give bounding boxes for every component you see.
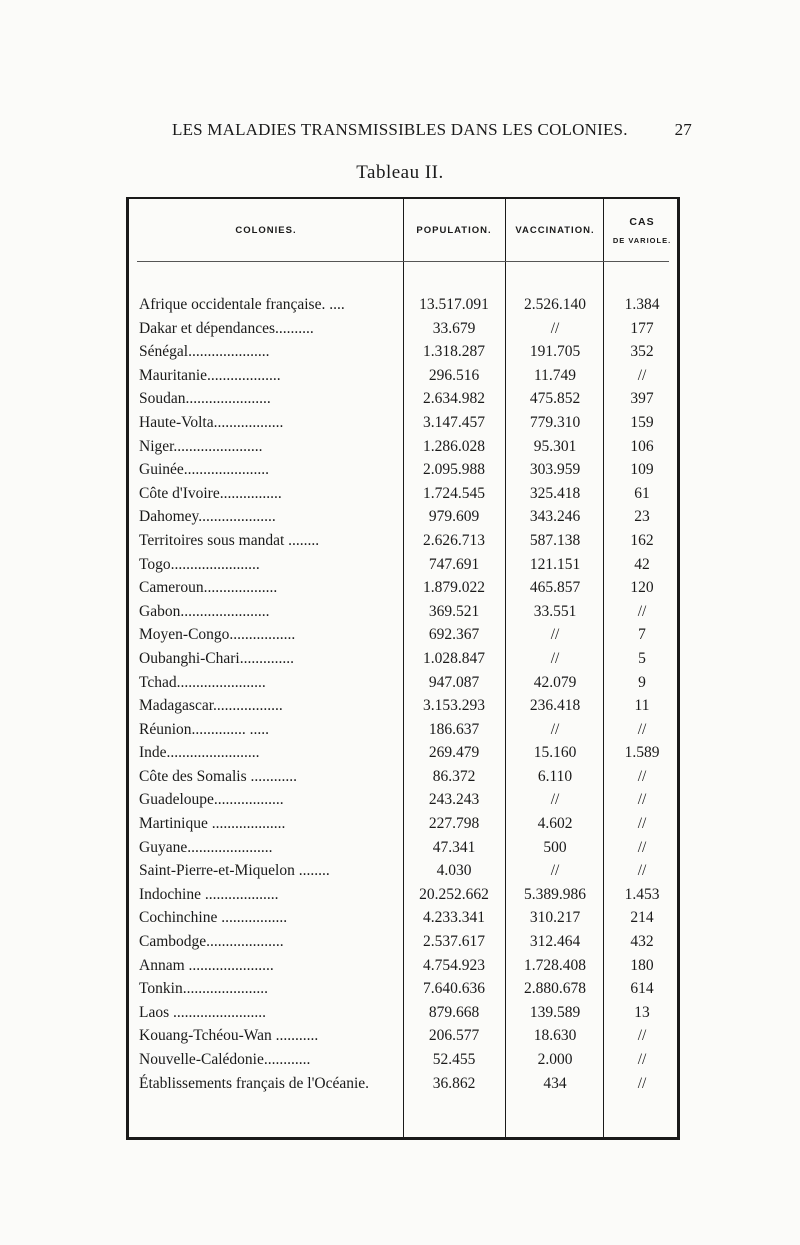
population-value: 296.516 <box>428 366 480 384</box>
vaccination-value: 303.959 <box>529 461 581 479</box>
variole-cases-value: // <box>637 1027 647 1045</box>
header-rule <box>137 261 669 262</box>
population-value: 747.691 <box>428 555 480 573</box>
population-value: 1.879.022 <box>423 579 485 597</box>
variole-cases-value: 5 <box>638 649 646 667</box>
vaccination-value: 500 <box>543 838 567 856</box>
variole-cases-value: // <box>637 602 647 620</box>
variole-cases-value: 614 <box>630 980 654 998</box>
vaccination-value: // <box>550 649 560 667</box>
vaccination-value: 312.464 <box>529 933 581 951</box>
table-row <box>129 1001 677 1025</box>
population-value: 36.862 <box>432 1074 476 1092</box>
table-row <box>129 340 677 364</box>
table-row <box>129 600 677 624</box>
variole-cases-value: 7 <box>638 626 646 644</box>
population-value: 1.286.028 <box>423 437 485 455</box>
population-value: 52.455 <box>432 1051 476 1068</box>
table-row <box>129 671 677 695</box>
table-row <box>129 977 677 1001</box>
variole-cases-value: // <box>637 838 647 856</box>
vaccination-value: 5.389.986 <box>524 885 586 903</box>
table-row <box>129 387 677 411</box>
variole-cases-value: 162 <box>630 531 654 549</box>
population-value: 33.679 <box>432 319 476 337</box>
header-population: POPULATION. <box>416 224 492 236</box>
colony-name: Guadeloupe.................. <box>139 791 284 809</box>
population-value: 7.640.636 <box>423 980 485 998</box>
running-title: LES MALADIES TRANSMISSIBLES DANS LES COLONIES. <box>172 120 628 139</box>
population-value: 4.754.923 <box>423 956 485 974</box>
vaccination-value: 587.138 <box>529 531 581 549</box>
colony-name: Martinique ................... <box>139 815 286 833</box>
colony-name: Moyen-Congo................. <box>139 626 296 644</box>
colony-name: Territoires sous mandat ........ <box>139 531 320 549</box>
vaccination-value: 191.705 <box>529 343 581 361</box>
colony-name: Nouvelle-Calédonie............ <box>139 1051 311 1068</box>
variole-cases-value: // <box>637 767 647 785</box>
vaccination-value: 42.079 <box>533 673 577 691</box>
colony-name: Cochinchine ................. <box>139 909 288 927</box>
colony-name: Oubanghi-Chari.............. <box>139 649 294 667</box>
variole-cases-value: // <box>637 720 647 738</box>
colony-name: Laos ........................ <box>139 1003 267 1021</box>
table-frame <box>126 197 680 1140</box>
variole-cases-value: 180 <box>630 956 654 974</box>
vaccination-value: 475.852 <box>529 390 581 408</box>
vaccination-value: 33.551 <box>533 602 577 620</box>
population-value: 3.153.293 <box>423 697 485 715</box>
colony-name: Kouang-Tchéou-Wan ........... <box>139 1027 319 1045</box>
variole-cases-value: // <box>637 791 647 809</box>
vaccination-value: 2.880.678 <box>524 980 586 998</box>
population-value: 979.609 <box>428 508 480 526</box>
population-value: 243.243 <box>428 791 480 809</box>
table-body <box>129 293 677 1095</box>
vaccination-value: // <box>550 720 560 738</box>
variole-cases-value: 13 <box>634 1003 650 1021</box>
population-value: 13.517.091 <box>419 296 489 313</box>
population-value: 86.372 <box>432 767 476 785</box>
colony-name: Dahomey.................... <box>139 508 276 526</box>
table-title: Tableau II. <box>356 162 444 183</box>
variole-cases-value: 9 <box>638 673 646 691</box>
variole-cases-value: 177 <box>630 319 654 337</box>
table-row <box>129 435 677 459</box>
vaccination-value: 2.000 <box>537 1051 573 1068</box>
table-row <box>129 812 677 836</box>
table-row <box>129 647 677 671</box>
variole-cases-value: 11 <box>634 697 650 715</box>
vaccination-value: 1.728.408 <box>524 956 586 974</box>
header-colonies: COLONIES. <box>235 224 297 236</box>
header-cas-variole: CAS DE VARIOLE. <box>612 215 672 245</box>
table-row <box>129 317 677 341</box>
population-value: 2.537.617 <box>423 933 485 951</box>
table-row <box>129 741 677 765</box>
colony-name: Togo....................... <box>139 555 260 573</box>
population-value: 1.028.847 <box>423 649 485 667</box>
population-value: 879.668 <box>428 1003 480 1021</box>
variole-cases-value: // <box>637 366 647 384</box>
colony-name: Cameroun................... <box>139 579 278 597</box>
table-row <box>129 765 677 789</box>
table-row <box>129 788 677 812</box>
table-row <box>129 836 677 860</box>
table-row <box>129 1048 677 1072</box>
colony-name: Dakar et dépendances.......... <box>139 319 314 337</box>
colony-name: Guyane...................... <box>139 838 273 856</box>
colony-name: Saint-Pierre-et-Miquelon ........ <box>139 862 330 880</box>
population-value: 186.637 <box>428 720 480 738</box>
table-row <box>129 482 677 506</box>
colony-name: Mauritanie................... <box>139 366 281 384</box>
variole-cases-value: 1.384 <box>624 296 660 313</box>
colony-name: Sénégal..................... <box>139 343 270 361</box>
table-row <box>129 576 677 600</box>
vaccination-value: 434 <box>543 1074 567 1092</box>
table-row <box>129 859 677 883</box>
variole-cases-value: 352 <box>630 343 654 361</box>
table-row <box>129 1072 677 1096</box>
colony-name: Indochine ................... <box>139 885 279 903</box>
population-value: 947.087 <box>428 673 480 691</box>
variole-cases-value: 61 <box>634 484 650 502</box>
table-row <box>129 553 677 577</box>
vaccination-value: 310.217 <box>529 909 581 927</box>
vaccination-value: // <box>550 319 560 337</box>
vaccination-value: 236.418 <box>529 697 581 715</box>
page-number: 27 <box>674 120 692 139</box>
population-value: 1.724.545 <box>423 484 485 502</box>
variole-cases-value: 159 <box>630 413 654 431</box>
table-row <box>129 623 677 647</box>
variole-cases-value: 106 <box>630 437 654 455</box>
colony-name: Côte des Somalis ............ <box>139 767 298 785</box>
population-value: 227.798 <box>428 815 480 833</box>
population-value: 692.367 <box>428 626 480 644</box>
table-row <box>129 458 677 482</box>
variole-cases-value: 397 <box>630 390 654 408</box>
variole-cases-value: 42 <box>634 555 650 573</box>
population-value: 369.521 <box>428 602 480 620</box>
table-row <box>129 1024 677 1048</box>
table-row <box>129 529 677 553</box>
colony-name: Établissements français de l'Océanie. <box>139 1074 370 1092</box>
colony-name: Guinée...................... <box>139 461 270 479</box>
vaccination-value: 15.160 <box>533 744 577 762</box>
vaccination-value: // <box>550 862 560 880</box>
vaccination-value: 6.110 <box>537 767 573 785</box>
table-row <box>129 293 677 317</box>
table-row <box>129 930 677 954</box>
colony-name: Haute-Volta.................. <box>139 413 284 431</box>
colony-name: Afrique occidentale française. .... <box>139 296 345 313</box>
variole-cases-value: 1.453 <box>624 885 660 903</box>
table-row <box>129 411 677 435</box>
vaccination-value: 11.749 <box>533 366 577 384</box>
vaccination-value: 779.310 <box>529 413 581 431</box>
table-row <box>129 906 677 930</box>
population-value: 4.233.341 <box>423 909 485 927</box>
table-row <box>129 505 677 529</box>
population-value: 1.318.287 <box>423 343 485 361</box>
vaccination-value: 18.630 <box>533 1027 577 1045</box>
variole-cases-value: 214 <box>630 909 654 927</box>
table-row <box>129 364 677 388</box>
vaccination-value: 343.246 <box>529 508 581 526</box>
population-value: 2.095.988 <box>423 461 485 479</box>
population-value: 20.252.662 <box>419 885 489 903</box>
colony-name: Madagascar.................. <box>139 697 283 715</box>
variole-cases-value: 432 <box>630 933 654 951</box>
colony-name: Côte d'Ivoire................ <box>139 484 282 502</box>
vaccination-value: // <box>550 626 560 644</box>
table-row <box>129 883 677 907</box>
vaccination-value: // <box>550 791 560 809</box>
table-row <box>129 694 677 718</box>
variole-cases-value: 109 <box>630 461 654 479</box>
variole-cases-value: // <box>637 862 647 880</box>
table-row <box>129 954 677 978</box>
colony-name: Annam ...................... <box>139 956 274 974</box>
running-head <box>172 120 692 140</box>
variole-cases-value: 120 <box>630 579 654 597</box>
vaccination-value: 95.301 <box>533 437 577 455</box>
colony-name: Gabon....................... <box>139 602 270 620</box>
population-value: 206.577 <box>428 1027 480 1045</box>
population-value: 3.147.457 <box>423 413 485 431</box>
population-value: 47.341 <box>432 838 476 856</box>
table-row <box>129 718 677 742</box>
header-vaccination: VACCINATION. <box>515 224 595 236</box>
variole-cases-value: 1.589 <box>624 744 660 762</box>
colony-name: Soudan...................... <box>139 390 271 408</box>
vaccination-value: 325.418 <box>529 484 581 502</box>
colony-name: Inde........................ <box>139 744 260 762</box>
vaccination-value: 4.602 <box>537 815 573 833</box>
colony-name: Tonkin...................... <box>139 980 268 998</box>
variole-cases-value: // <box>637 1051 647 1068</box>
variole-cases-value: 23 <box>634 508 650 526</box>
vaccination-value: 121.151 <box>529 555 581 573</box>
colony-name: Niger....................... <box>139 437 263 455</box>
vaccination-value: 2.526.140 <box>524 296 586 313</box>
population-value: 269.479 <box>428 744 480 762</box>
population-value: 4.030 <box>436 862 472 880</box>
colony-name: Réunion.............. ..... <box>139 720 270 738</box>
vaccination-value: 465.857 <box>529 579 581 597</box>
colony-name: Tchad....................... <box>139 673 266 691</box>
variole-cases-value: // <box>637 815 647 833</box>
variole-cases-value: // <box>637 1074 647 1092</box>
colony-name: Cambodge.................... <box>139 933 284 951</box>
population-value: 2.626.713 <box>423 531 485 549</box>
vaccination-value: 139.589 <box>529 1003 581 1021</box>
population-value: 2.634.982 <box>423 390 485 408</box>
